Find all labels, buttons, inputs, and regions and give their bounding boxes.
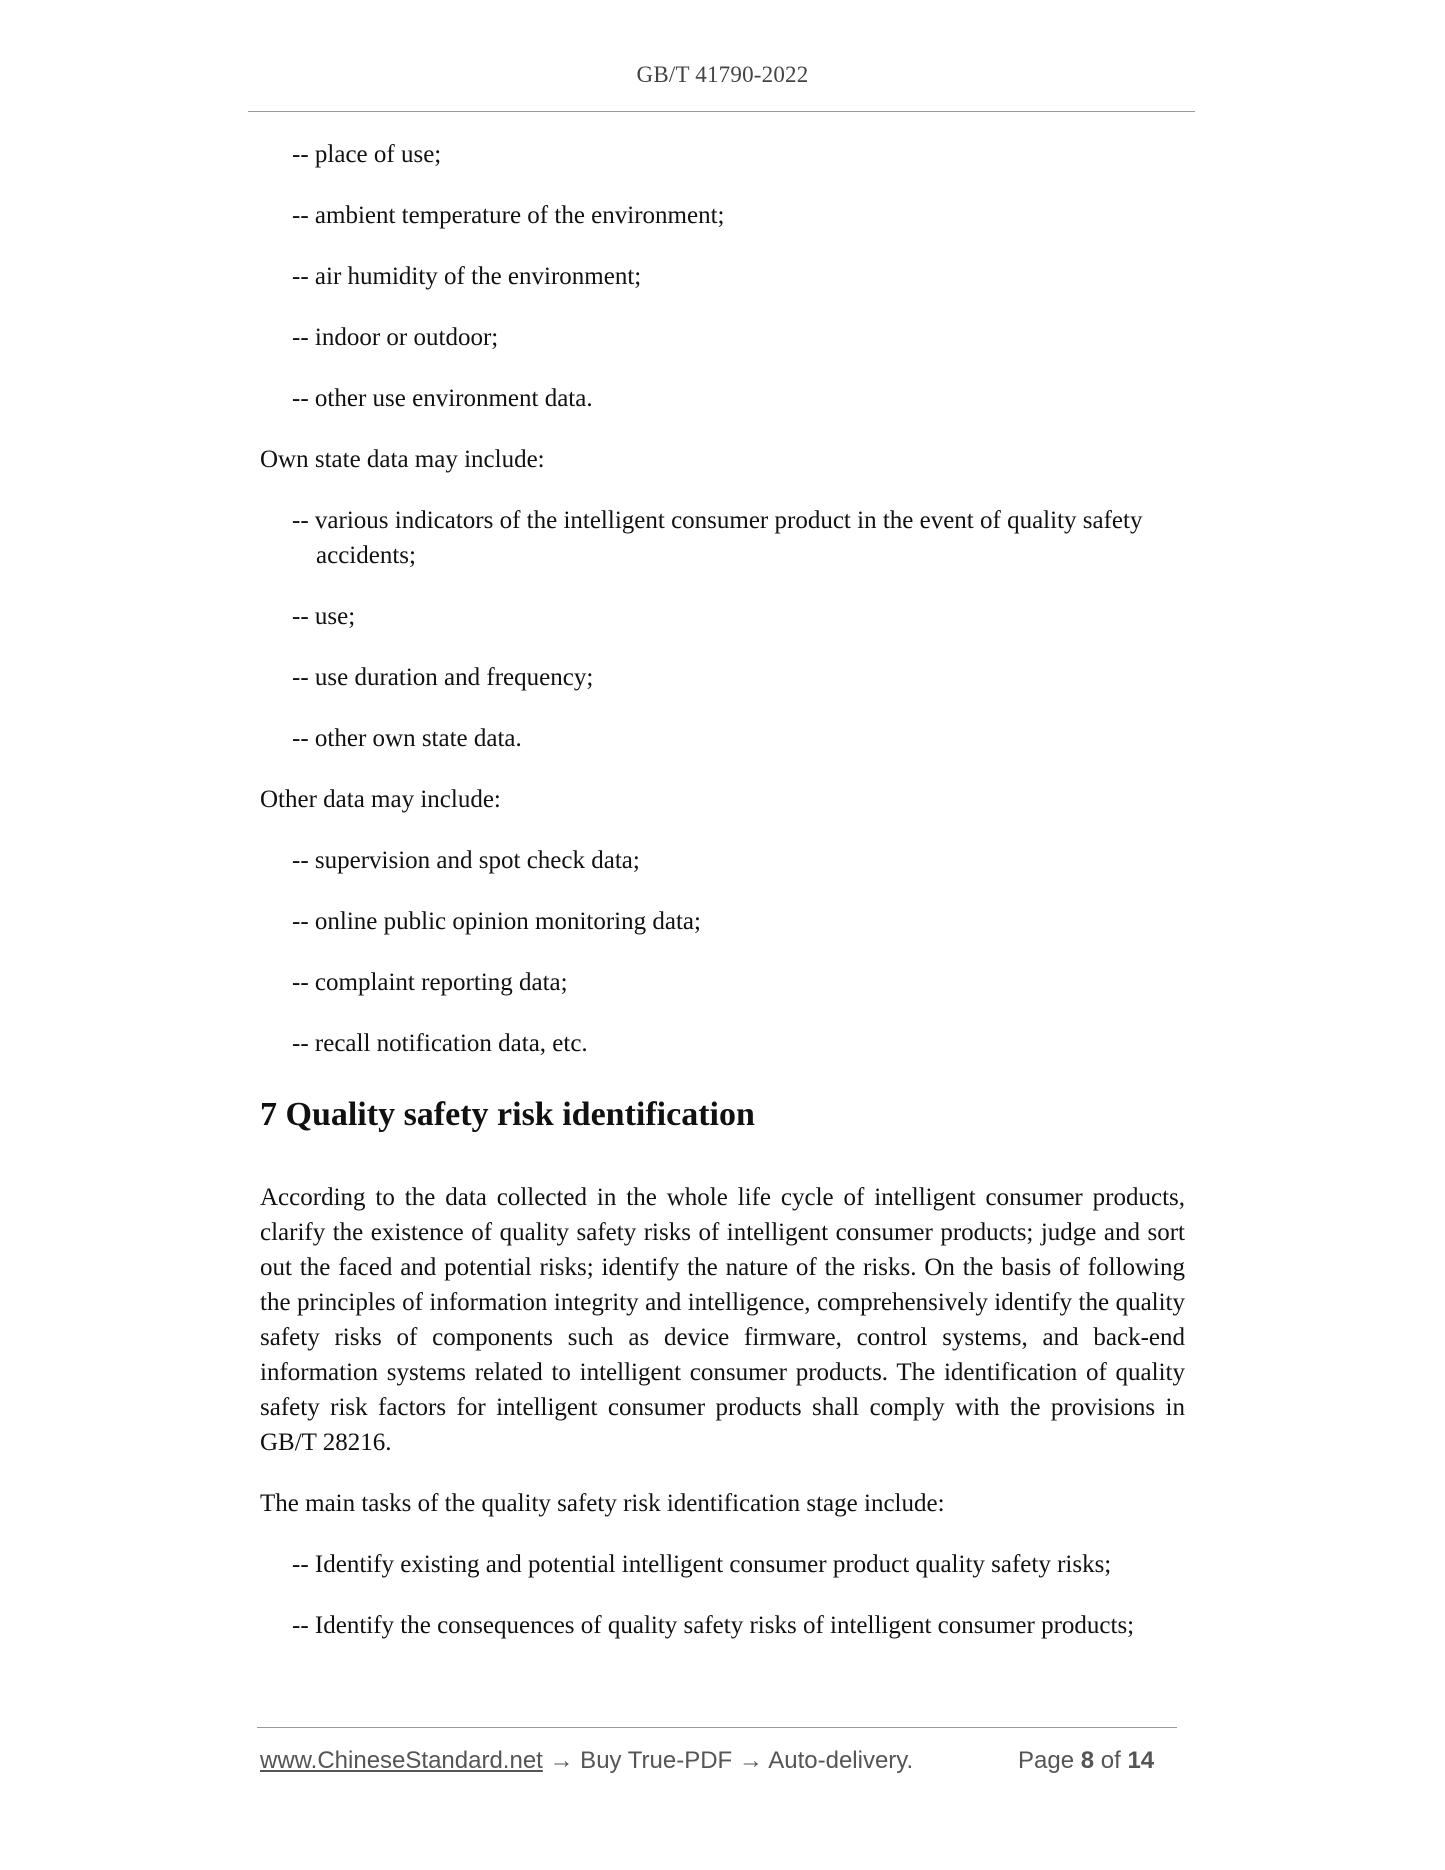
- list-item: -- air humidity of the environment;: [292, 263, 642, 290]
- list-item: -- online public opinion monitoring data;: [292, 908, 701, 935]
- page-label: Page: [1018, 1747, 1075, 1774]
- list-item: -- various indicators of the intelligent consumer product in the event of quality safety accidents;: [292, 507, 1143, 569]
- list-item: -- place of use;: [292, 141, 442, 168]
- list-item: -- Identify existing and potential intelligent consumer product quality safety risks;: [292, 1551, 1112, 1578]
- list-item: -- use;: [292, 603, 356, 630]
- list-item: -- Identify the consequences of quality safety risks of intelligent consumer products;: [292, 1612, 1135, 1639]
- footer-divider: [257, 1727, 1177, 1728]
- list-item: -- ambient temperature of the environment;: [292, 202, 725, 229]
- promo-text: → Buy True-PDF → Auto-delivery.: [542, 1747, 914, 1774]
- list-item: -- supervision and spot check data;: [292, 847, 640, 874]
- document-header: GB/T 41790-2022: [636, 62, 809, 87]
- list-item: -- complaint reporting data;: [292, 969, 568, 996]
- list-item: -- indoor or outdoor;: [292, 324, 499, 351]
- header-divider: [248, 111, 1195, 112]
- own-state-intro: Own state data may include:: [260, 446, 545, 473]
- list-item: -- recall notification data, etc.: [292, 1030, 588, 1057]
- list-item: -- other own state data.: [292, 725, 522, 752]
- page-current: 8: [1080, 1747, 1095, 1774]
- other-data-intro: Other data may include:: [260, 786, 501, 813]
- page-content: [260, 137, 1185, 1669]
- footer-promo: [260, 1747, 913, 1775]
- site-link[interactable]: www.ChineseStandard.net: [260, 1747, 543, 1774]
- list-item: -- other use environment data.: [292, 385, 593, 412]
- page-of: of: [1100, 1747, 1121, 1774]
- list-item: -- use duration and frequency;: [292, 664, 594, 691]
- section-paragraph: According to the data collected in the whole life cycle of intelligent consumer products, clarify the existence of quality safety risks of intelligent consumer products; judge and sort out the faced and potential risks; identify the nature of the risks. On the basis of following the principles of information integrity and intelligence, comprehensively identify the quality safety risks of components such as device firmware, control systems, and back-end information systems related to intelligent consumer products. The identification of quality safety risk factors for intelligent consumer products shall comply with the provisions in GB/T 28216.: [260, 1184, 1185, 1456]
- page-total: 14: [1127, 1747, 1155, 1774]
- tasks-intro: The main tasks of the quality safety risk identification stage include:: [260, 1490, 945, 1517]
- section-heading: 7 Quality safety risk identification: [260, 1096, 755, 1133]
- page-number: [1018, 1747, 1154, 1775]
